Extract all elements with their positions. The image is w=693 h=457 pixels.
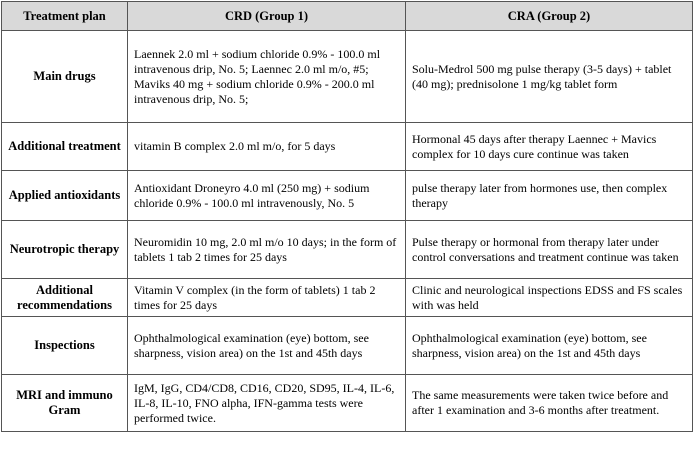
treatment-plan-cell: Applied antioxidants	[2, 171, 128, 221]
treatment-plan-cell: Additional recommendations	[2, 279, 128, 317]
header-crd-group-1: CRD (Group 1)	[128, 2, 406, 31]
treatment-plan-cell: Inspections	[2, 317, 128, 375]
table-row	[2, 279, 693, 317]
crd-cell-paragraph: Antioxidant Droneyro 4.0 ml (250 mg) + sodium chloride 0.9% - 100.0 ml intravenously, No. 5	[134, 180, 370, 210]
treatment-plan-cell: Neurotropic therapy	[2, 221, 128, 279]
cra-cell: Solu-Medrol 500 mg pulse therapy (3-5 days) + tablet (40 mg); prednisolone 1 mg/kg tablet form	[406, 31, 693, 123]
crd-cell	[128, 317, 406, 375]
table-body	[2, 31, 693, 432]
cra-cell: Hormonal 45 days after therapy Laennec + Mavics complex for 10 days cure continue was taken	[406, 123, 693, 171]
crd-cell	[128, 171, 406, 221]
crd-cell-paragraph: vitamin B complex 2.0 ml m/o, for 5 days	[134, 139, 336, 153]
treatment-plan-table	[1, 1, 693, 432]
table-row	[2, 123, 693, 171]
crd-cell	[128, 279, 406, 317]
treatment-plan-cell: Main drugs	[2, 31, 128, 123]
cra-cell: The same measurements were taken twice before and after 1 examination and 3-6 months after treatment.	[406, 375, 693, 432]
crd-cell-paragraph: Laennek 2.0 ml + sodium chloride 0.9% - 100.0 ml intravenous drip, No. 5; Laennec 2.0 ml m/o, #5;	[134, 46, 381, 76]
crd-cell-paragraph: Neuromidin 10 mg, 2.0 ml m/o 10 days; in the form of tablets 1 tab 2 times for 25 days	[134, 234, 397, 264]
crd-cell-paragraph: Vitamin V complex (in the form of tablets) 1 tab 2 times for 25 days	[134, 282, 376, 312]
table-row	[2, 375, 693, 432]
treatment-plan-cell: Additional treatment	[2, 123, 128, 171]
cra-cell: pulse therapy later from hormones use, then complex therapy	[406, 171, 693, 221]
crd-cell-paragraph: IgM, IgG, CD4/CD8, CD16, CD20, SD95, IL-4, IL-6, IL-8, IL-10, FNO alpha, IFN-gamma tests were performed twice.	[134, 380, 395, 425]
cra-cell: Pulse therapy or hormonal from therapy later under control conversations and treatment continue was taken	[406, 221, 693, 279]
crd-cell-paragraph: Maviks 40 mg + sodium chloride 0.9% - 200.0 ml intravenous drip, No. 5;	[134, 76, 375, 106]
header-cra-group-2: CRA (Group 2)	[406, 2, 693, 31]
crd-cell-paragraph: Ophthalmological examination (eye) bottom, see sharpness, vision area) on the 1st and 45th days	[134, 330, 369, 360]
cra-cell: Ophthalmological examination (eye) bottom, see sharpness, vision area) on the 1st and 45th days	[406, 317, 693, 375]
table-row	[2, 171, 693, 221]
crd-cell	[128, 31, 406, 123]
table-row	[2, 317, 693, 375]
crd-cell	[128, 375, 406, 432]
crd-cell	[128, 123, 406, 171]
table-row	[2, 31, 693, 123]
treatment-plan-cell: MRI and immuno Gram	[2, 375, 128, 432]
crd-cell	[128, 221, 406, 279]
header-row	[2, 2, 693, 31]
cra-cell: Clinic and neurological inspections EDSS and FS scales with was held	[406, 279, 693, 317]
table-row	[2, 221, 693, 279]
header-treatment-plan: Treatment plan	[2, 2, 128, 31]
